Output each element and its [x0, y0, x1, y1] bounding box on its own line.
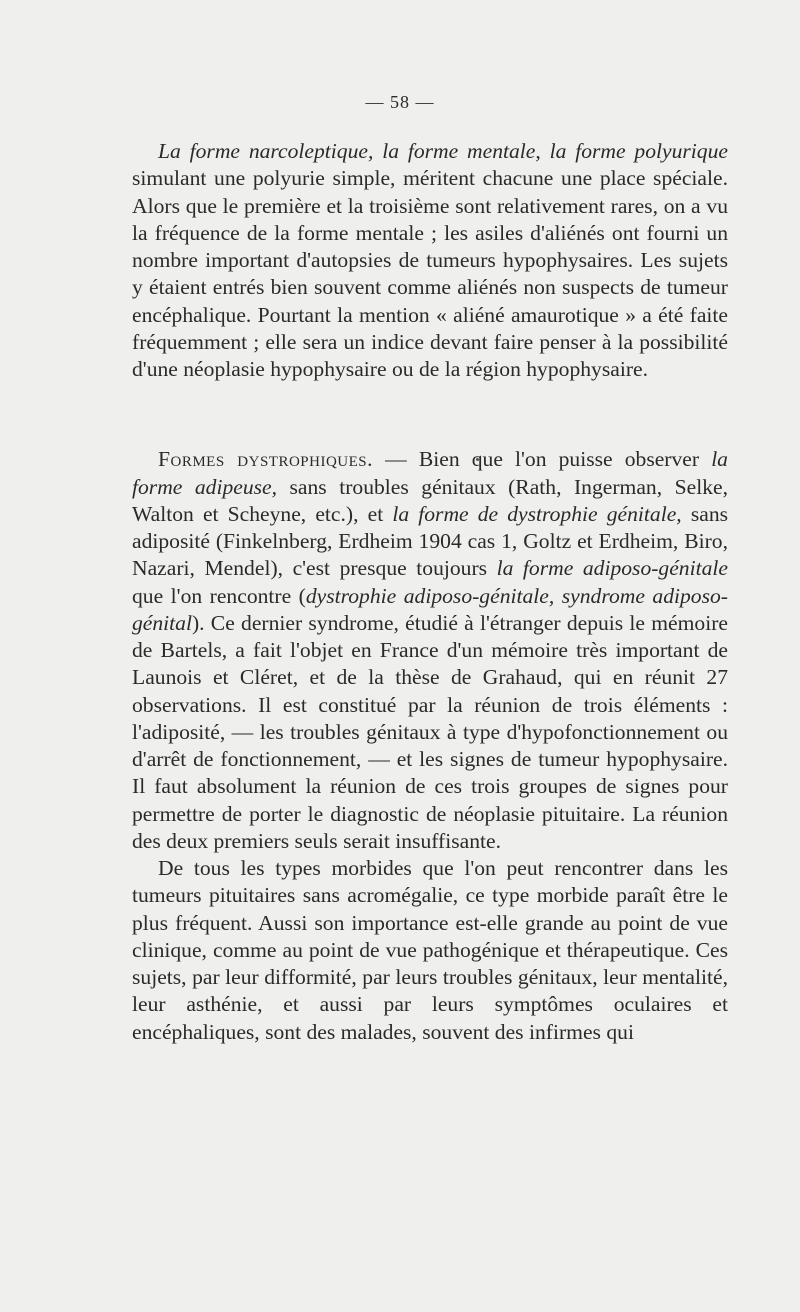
section-heading: Formes dystrophiques.	[158, 447, 374, 472]
text-run: sans troubles génitaux (Rath, Ingerman, Selke, Walton et Scheyne, etc.), et	[132, 474, 728, 526]
italic-text: la forme adipeuse,	[132, 447, 728, 499]
text-run: simulant une polyurie simple, méritent chacune une place spéciale. Alors que le première et la troisième sont relativement rares, on a vu la fréquence de la forme mentale ; les asiles d'aliénés ont fourni un nombre important d'autopsies de tumeurs hypophysaires. Les sujets y étaient entrés bien souvent comme aliénés non suspects de tumeur encéphalique. Pourtant la mention « aliéné amaurotique » a été faite fréquemment ; elle sera un indice devant faire penser à la possibilité d'une néoplasie hypophysaire ou de la région hypophysaire.	[132, 166, 728, 381]
text-run: ). Ce dernier syndrome, étudié à l'étranger depuis le mémoire de Bartels, a fait l'objet en France d'un mémoire très important de Launois et Cléret, et de la thèse de Grahaud, qui en réunit 27 observations. Il est constitué par la réunion de trois éléments : l'adiposité, — les troubles génitaux à type d'hypofonctionnement ou d'arrêt de fonctionnement, — et les signes de tumeur hypophysaire. Il faut absolument la réunion de ces trois groupes de signes pour permettre de porter le diagnostic de néoplasie pituitaire. La réunion des deux premiers seuls serait insuffisante.	[132, 610, 728, 853]
italic-text: la forme de dystrophie génitale,	[392, 501, 682, 526]
paragraph-forms-overview	[132, 138, 728, 383]
paragraph-dystrophic-forms	[132, 446, 728, 855]
italic-text: La forme narcoleptique, la forme mentale, la forme polyurique	[158, 139, 728, 163]
italic-text: la forme adiposo-génitale	[496, 556, 728, 581]
italic-text: dystrophie adiposo-génitale, syndrome adiposo-génital	[132, 583, 728, 635]
text-run: — Bien que l'on puisse observer	[373, 447, 712, 472]
body-text	[132, 138, 728, 1046]
text-run: que l'on rencontre (	[132, 583, 306, 608]
page-number: — 58 —	[365, 92, 435, 112]
text-run: De tous les types morbides que l'on peut rencontrer dans les tumeurs pituitaires sans acromégalie, ce type morbide paraît être le plus fréquent. Aussi son importance est-elle grande au point de vue clinique, comme au point de vue pathogénique et thérapeutique. Ces sujets, par leur difformité, par leurs troubles génitaux, leur mentalité, leur asthénie, et aussi par leurs symptômes oculaires et encéphaliques, sont des malades, souvent des infirmes qui	[132, 856, 728, 1044]
text-run: sans adiposité (Finkelnberg, Erdheim 1904 cas 1, Goltz et Erdheim, Biro, Nazari, Mendel), c'est presque toujours	[132, 501, 729, 581]
paragraph-frequency	[132, 855, 728, 1046]
